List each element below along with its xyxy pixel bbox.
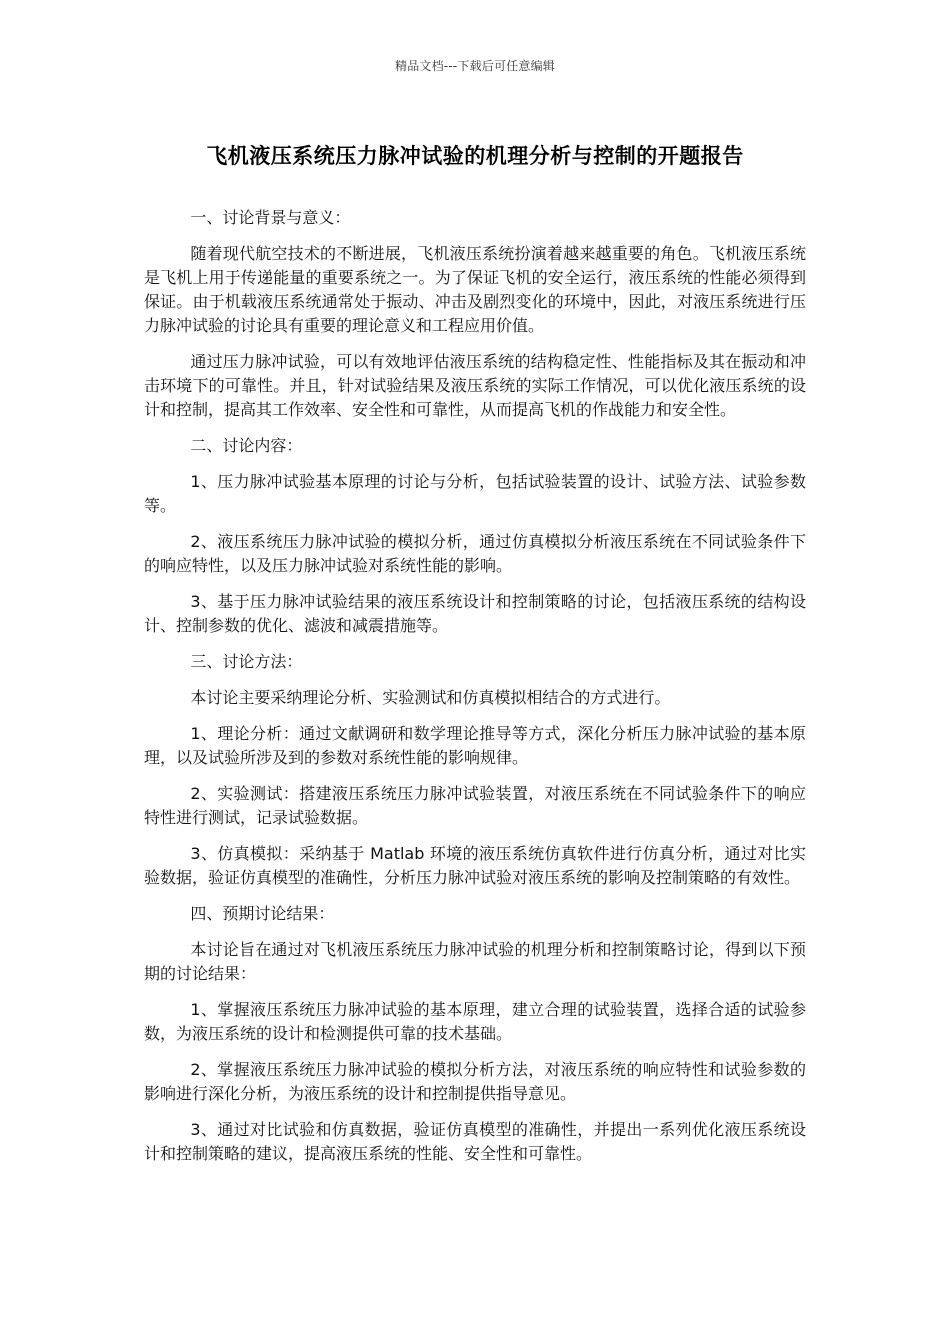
document-body — [144, 206, 806, 1178]
section-heading-content: 二、讨论内容： — [190, 436, 303, 455]
list-item-method-1: 1、理论分析：通过文献调研和数学理论推导等方式，深化分析压力脉冲试验的基本原理，以及试验所涉及到的参数对系统性能的影响规律。 — [144, 724, 806, 767]
paragraph-background-1: 随着现代航空技术的不断进展，飞机液压系统扮演着越来越重要的角色。飞机液压系统是飞机上用于传递能量的重要系统之一。为了保证飞机的安全运行，液压系统的性能必须得到保证。由于机载液压系统通常处于振动、冲击及剧烈变化的环境中，因此，对液压系统进行压力脉冲试验的讨论具有重要的理论意义和工程应用价值。 — [144, 244, 806, 335]
list-item-result-1: 1、掌握液压系统压力脉冲试验的基本原理，建立合理的试验装置，选择合适的试验参数，为液压系统的设计和检测提供可靠的技术基础。 — [144, 1000, 806, 1043]
section-heading-background: 一、讨论背景与意义： — [190, 208, 351, 227]
document-title: 飞机液压系统压力脉冲试验的机理分析与控制的开题报告 — [206, 144, 744, 168]
paragraph-background-2: 通过压力脉冲试验，可以有效地评估液压系统的结构稳定性、性能指标及其在振动和冲击环境下的可靠性。并且，针对试验结果及液压系统的实际工作情况，可以优化液压系统的设计和控制，提高其工作效率、安全性和可靠性，从而提高飞机的作战能力和安全性。 — [144, 352, 806, 419]
list-item-content-1: 1、压力脉冲试验基本原理的讨论与分析，包括试验装置的设计、试验方法、试验参数等。 — [144, 472, 806, 515]
list-item-content-3: 3、基于压力脉冲试验结果的液压系统设计和控制策略的讨论，包括液压系统的结构设计、控制参数的优化、滤波和减震措施等。 — [144, 592, 806, 635]
list-item-method-2: 2、实验测试：搭建液压系统压力脉冲试验装置，对液压系统在不同试验条件下的响应特性进行测试，记录试验数据。 — [144, 784, 806, 827]
header-note: 精品文档---下载后可任意编辑 — [395, 59, 555, 73]
paragraph-results-intro: 本讨论旨在通过对飞机液压系统压力脉冲试验的机理分析和控制策略讨论，得到以下预期的讨论结果： — [144, 940, 806, 983]
list-item-result-3: 3、通过对比试验和仿真数据，验证仿真模型的准确性，并提出一系列优化液压系统设计和控制策略的建议，提高液压系统的性能、安全性和可靠性。 — [144, 1120, 806, 1163]
section-heading-methods: 三、讨论方法： — [190, 652, 303, 671]
list-item-result-2: 2、掌握液压系统压力脉冲试验的模拟分析方法，对液压系统的响应特性和试验参数的影响进行深化分析，为液压系统的设计和控制提供指导意见。 — [144, 1060, 806, 1103]
section-heading-results: 四、预期讨论结果： — [190, 904, 335, 923]
list-item-content-2: 2、液压系统压力脉冲试验的模拟分析，通过仿真模拟分析液压系统在不同试验条件下的响应特性，以及压力脉冲试验对系统性能的影响。 — [144, 532, 806, 575]
list-item-method-3: 3、仿真模拟：采纳基于 Matlab 环境的液压系统仿真软件进行仿真分析，通过对比实验数据，验证仿真模型的准确性，分析压力脉冲试验对液压系统的影响及控制策略的有效性。 — [144, 844, 806, 887]
paragraph-methods-intro: 本讨论主要采纳理论分析、实验测试和仿真模拟相结合的方式进行。 — [190, 688, 671, 707]
